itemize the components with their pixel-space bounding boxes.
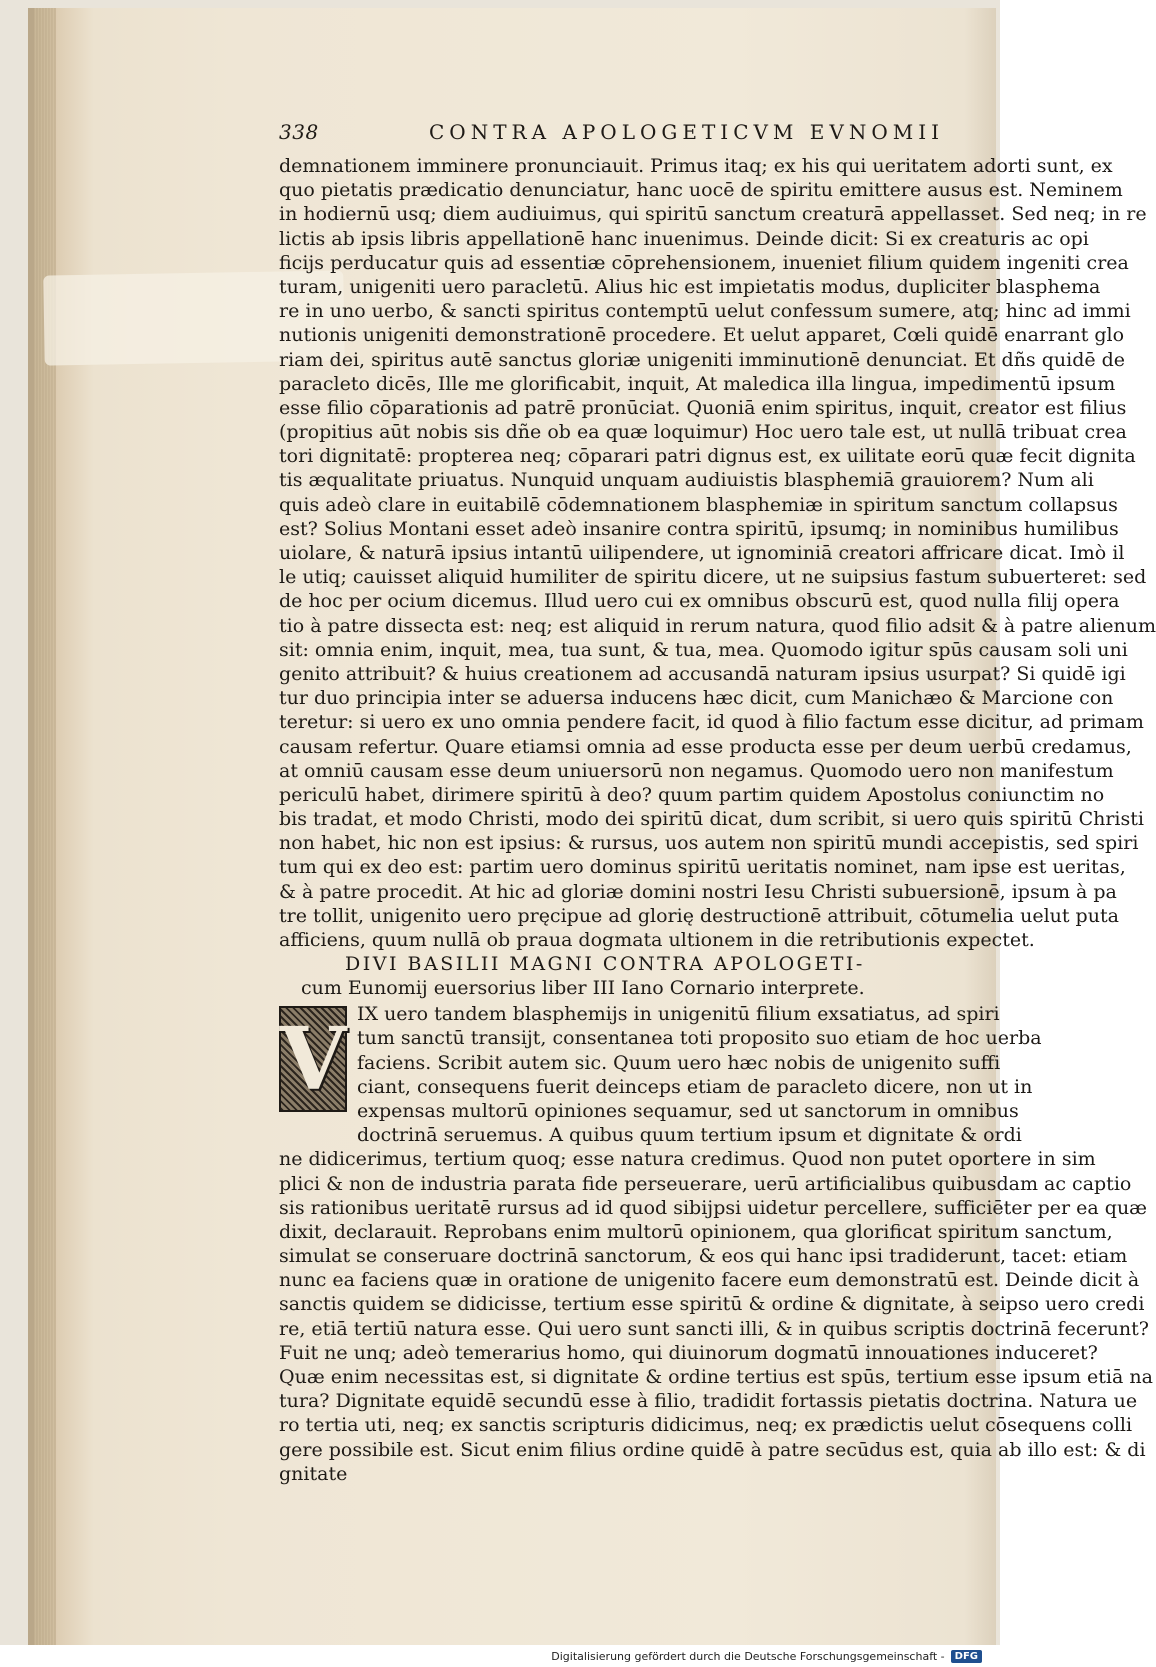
paragraph-with-initial: [279, 1002, 1042, 1147]
text-line: bis tradat, et modo Christi, modo dei spiritū dicat, dum scribit, si uero quis spiritū Christi: [279, 808, 1144, 831]
text-line: ficijs perducatur quis ad essentiæ cōprehensionem, inueniet filium quidem ingeniti crea: [279, 251, 1129, 274]
running-head: [279, 120, 1015, 154]
dfg-logo-icon: DFG: [951, 1650, 982, 1663]
text-line: tur duo principia inter se aduersa inducens hæc dicit, cum Manichæo & Marcione con: [279, 687, 1114, 710]
text-line: in hodiernū usq; diem audiuimus, qui spiritū sanctum creaturā appellasset. Sed neq; in re: [279, 203, 1147, 226]
text-line: re in uno uerbo, & sancti spiritus contemptū uelut confessum sumere, atq; hinc ad immi: [279, 300, 1131, 323]
page-edges: [34, 8, 56, 1645]
text-line: tori dignitatē: propterea neq; cōparari patri dignus est, ex uilitate eorū quæ fecit dignita: [279, 445, 1136, 468]
text-line: Quæ enim necessitas est, si dignitate & ordine tertius est spūs, tertium esse ipsum etiā na: [279, 1366, 1153, 1388]
text-line: plici & non de industria parata fide perseuerare, uerū artificialibus quibusdam ac captio: [279, 1172, 1132, 1195]
text-line: expensas multorū opiniones sequamur, sed ut sanctorum in omnibus: [357, 1099, 1019, 1122]
text-line: turam, unigeniti uero paracletū. Alius hic est impietatis modus, dupliciter blasphema: [279, 275, 1101, 298]
book-heading: DIVI BASILII MAGNI CONTRA APOLOGETI-: [345, 953, 865, 976]
decorated-initial-icon: [279, 1006, 347, 1112]
text-line: riam dei, spiritus autē sanctus gloriæ unigeniti imminutionē denunciat. Et dñs quidē de: [279, 348, 1126, 371]
paragraph-after-initial: [279, 1147, 1153, 1486]
text-line: teretur: si uero ex uno omnia pendere facit, id quod à filio factum esse dicitur, ad primam: [279, 711, 1144, 734]
text-line: paracleto dicēs, Ille me glorificabit, inquit, At maledica illa lingua, impedimentū ipsum: [279, 372, 1116, 395]
running-head-title: CONTRA APOLOGETICVM EVNOMII: [429, 120, 944, 144]
text-line: tio à patre dissecta est: neq; est aliquid in rerum natura, quod filio adsit & à patre alienum: [279, 614, 1156, 637]
text-line: le utiq; cauisset aliquid humiliter de spiritu dicere, ut ne suipsius fastum subuerteret: sed: [279, 566, 1147, 589]
text-line: non habet, hic non est ipsius: & rursus, uos autem non spiritū mundi accepistis, sed spiri: [279, 832, 1139, 855]
text-line: tum sanctū transijt, consentanea toti proposito suo etiam de hoc uerba: [357, 1027, 1042, 1050]
text-line: quis adeò clare in euitabilē cōdemnationem blasphemiæ in spiritum sanctum collapsus: [279, 493, 1118, 516]
text-line: ciant, consequens fuerit deinceps etiam de paracleto dicere, non ut in: [357, 1075, 1033, 1098]
text-line: ne didicerimus, tertium quoq; esse natura credimus. Quod non putet oportere in sim: [279, 1148, 1096, 1171]
text-line: sanctis quidem se didicisse, tertium esse spiritū & ordine & dignitate, à seipso uero credi: [279, 1293, 1145, 1316]
text-line: sit: omnia enim, inquit, mea, tua sunt, & tua, mea. Quomodo igitur spūs causam soli uni: [279, 638, 1128, 661]
text-line: gnitate: [279, 1462, 348, 1485]
text-line: re, etiā tertiū natura esse. Qui uero sunt sancti illi, & in quibus scriptis doctrinā fecerunt?: [279, 1317, 1149, 1340]
initial-letter: V: [279, 1008, 347, 1110]
page-number: 338: [279, 120, 319, 144]
text-line: uiolare, & naturā ipsius intantū uilipendere, ut ignominiā creatori affricare dicat. Imò il: [279, 542, 1125, 564]
text-line: esse filio cōparationis ad patrē pronūciat. Quoniā enim spiritus, inquit, creator est filius: [279, 396, 1127, 419]
text-line: nutionis unigeniti demonstrationē procedere. Et uelut apparet, Cœli quidē enarrant glo: [279, 324, 1125, 347]
text-line: lictis ab ipsis libris appellationē hanc inuenimus. Deinde dicit: Si ex creaturis ac opi: [279, 227, 1089, 250]
text-line: quo pietatis prædicatio denunciatur, hanc uocē de spiritu emittere ausus est. Neminem: [279, 179, 1123, 202]
text-line: (propitius aūt nobis sis dñe ob ea quæ loquimur) Hoc uero tale est, ut nullā tribuat crea: [279, 421, 1127, 444]
text-line: faciens. Scribit autem sic. Quum uero hæc nobis de unigenito suffi: [357, 1051, 1001, 1074]
text-line: IX uero tandem blasphemijs in unigenitū filium exsatiatus, ad spiri: [357, 1003, 1000, 1026]
text-line: dixit, declarauit. Reprobans enim multorū opinionem, qua glorificat spiritum sanctum,: [279, 1220, 1113, 1243]
text-line: Fuit ne unq; adeò temerarius homo, qui diuinorum dogmatū innouationes induceret?: [279, 1341, 1098, 1364]
text-line: afficiens, quum nullā ob praua dogmata ultionem in die retributionis expectet.: [279, 929, 1035, 951]
text-line: de hoc per ocium dicemus. Illud uero cui ex omnibus obscurū est, quod nulla filij opera: [279, 590, 1120, 613]
text-line: simulat se conseruare doctrinā sanctorum, & eos qui hanc ipsi tradiderunt, tacet: etiam: [279, 1245, 1128, 1268]
text-block: [279, 120, 1156, 1486]
text-line: est? Solius Montani esset adeò insanire contra spiritū, ipsumq; in nominibus humilibus: [279, 517, 1119, 540]
text-line: tre tollit, unigenito uero pręcipue ad glorię destructionē attribuit, cōtumelia uelut puta: [279, 904, 1119, 927]
book-subheading: cum Eunomij euersorius liber III Iano Cornario interprete.: [301, 977, 865, 1000]
text-line: gere possibile est. Sicut enim filius ordine quidē à patre secūdus est, quia ab illo est: & di: [279, 1438, 1146, 1461]
text-line: tis æqualitate priuatus. Nunquid unquam audiuistis blasphemiā grauiorem? Num ali: [279, 469, 1094, 492]
text-line: tum qui ex deo est: partim uero dominus spiritū ueritatis nominet, nam ipse est ueritas,: [279, 856, 1126, 879]
text-line: sis rationibus ueritatē rursus ad id quod sibijpsi uidetur percellere, sufficiēter per ea quæ: [279, 1196, 1148, 1219]
text-line: doctrinā seruemus. A quibus quum tertium ipsum et dignitate & ordi: [357, 1124, 1022, 1147]
text-line: nunc ea faciens quæ in oratione de unigenito facere eum demonstratū est. Deinde dicit à: [279, 1269, 1140, 1292]
book-page: [28, 8, 1156, 1645]
text-line: demnationem imminere pronunciauit. Primus itaq; ex his qui ueritatem adorti sunt, ex: [279, 155, 1113, 177]
text-line: genito attribuit? & huius creationem ad accusandā naturam ipsius usurpat? Si quidē igi: [279, 662, 1126, 685]
footer-credit: Digitalisierung gefördert durch die Deutsche Forschungsgemeinschaft -: [551, 1649, 945, 1663]
paragraph-before-heading: [279, 154, 1156, 952]
text-line: periculū habet, dirimere spiritū à deo? quum partim quidem Apostolus coniunctim no: [279, 783, 1105, 806]
text-line: at omniū causam esse deum uniuersorū non negamus. Quomodo uero non manifestum: [279, 759, 1114, 782]
digitization-footer: [0, 1645, 1000, 1667]
text-line: tura? Dignitate equidē secundū esse à filio, tradidit fortassis pietatis doctrina. Natura ue: [279, 1390, 1138, 1413]
text-line: causam refertur. Quare etiamsi omnia ad esse producta esse per deum uerbū credamus,: [279, 735, 1132, 758]
text-line: ro tertia uti, neq; ex sanctis scripturis didicimus, neq; ex prædictis uelut cōsequens colli: [279, 1414, 1133, 1437]
text-line: & à patre procedit. At hic ad gloriæ domini nostri Iesu Christi subuersionē, ipsum à pa: [279, 880, 1117, 903]
initial-section: [279, 1002, 1042, 1147]
